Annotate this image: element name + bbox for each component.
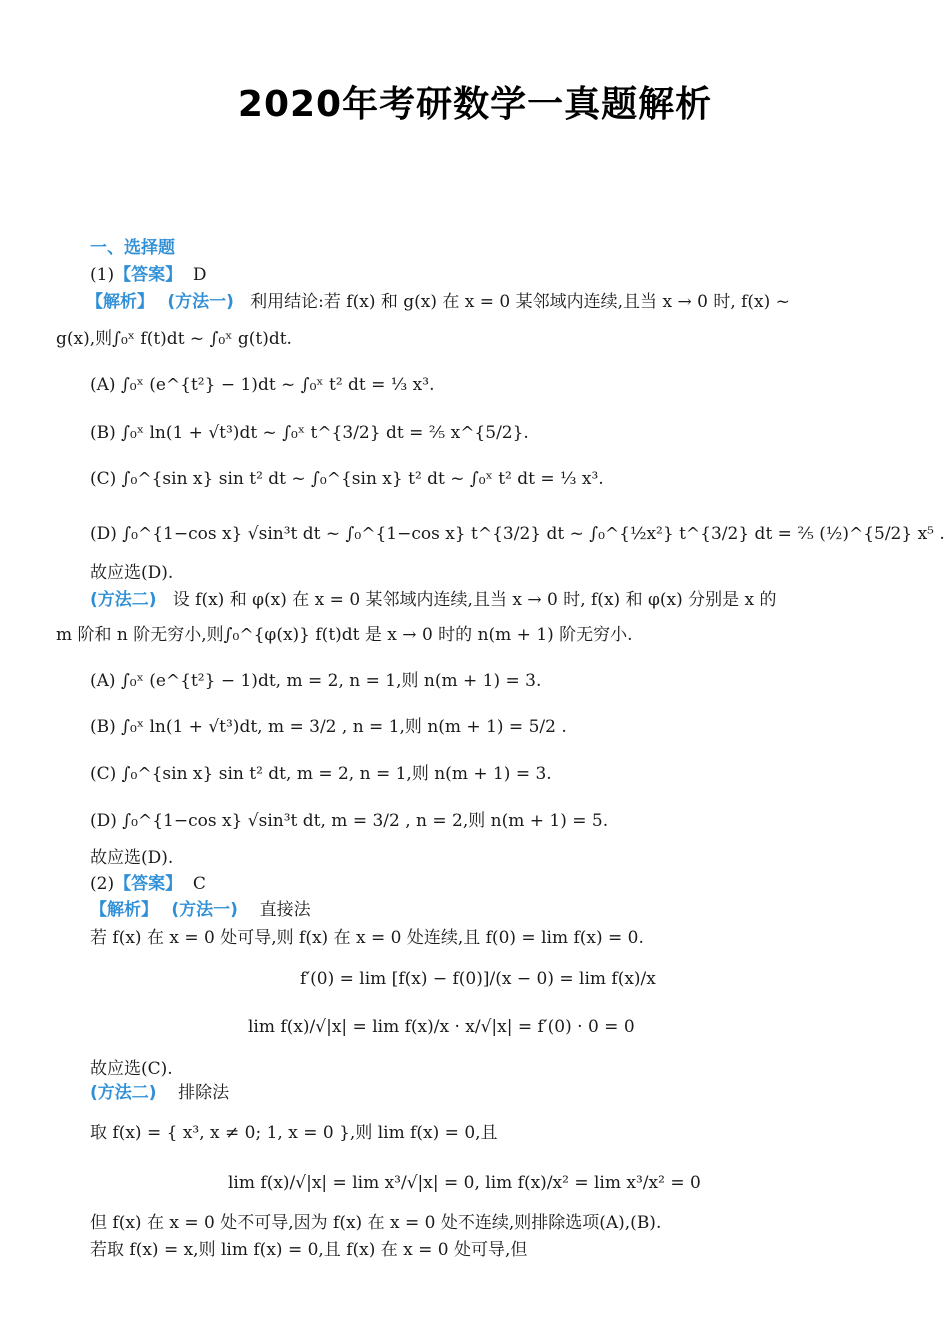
q2-line2: 取 f(x) = { x³, x ≠ 0; 1, x = 0 },则 lim f(x) = 0,且: [90, 1123, 498, 1143]
q1-m2-option-c: (C) ∫₀^{sin x} sin t² dt, m = 2, n = 1,则 n(m + 1) = 3.: [90, 764, 552, 784]
q1-m1-option-a: (A) ∫₀ˣ (e^{t²} − 1)dt ~ ∫₀ˣ t² dt = ⅓ x³.: [90, 375, 435, 395]
q2-number: (2): [90, 874, 115, 894]
q2-eq2: lim f(x)/√|x| = lim f(x)/x · x/√|x| = f′(0) · 0 = 0: [248, 1017, 635, 1037]
q2-choose-1: 故应选(C).: [90, 1059, 173, 1079]
q2-eq1: f′(0) = lim [f(x) − f(0)]/(x − 0) = lim f(x)/x: [300, 969, 656, 989]
method-name: 直接法: [259, 900, 311, 920]
method-tag: (方法一): [167, 292, 234, 312]
q1-method1-intro: [56, 291, 790, 313]
answer-tag: 【答案】: [114, 265, 183, 285]
q2-answer: C: [192, 874, 206, 894]
q1-choose-2: 故应选(D).: [90, 848, 174, 868]
method2-text-a: 设 f(x) 和 φ(x) 在 x = 0 某邻域内连续,且当 x → 0 时, f(x) 和 φ(x) 分别是 x 的: [172, 590, 777, 610]
q1-m2-option-d: (D) ∫₀^{1−cos x} √sin³t dt, m = 3/2 , n = 2,则 n(m + 1) = 5.: [90, 811, 609, 831]
method-tag: (方法一): [171, 900, 238, 920]
section-heading: 一、选择题: [90, 238, 175, 258]
q1-answer: D: [192, 265, 207, 285]
answer-tag: 【答案】: [114, 874, 183, 894]
q1-number: (1): [90, 265, 115, 285]
q2-line3: 但 f(x) 在 x = 0 处不可导,因为 f(x) 在 x = 0 处不连续,则排除选项(A),(B).: [90, 1213, 662, 1233]
method-name: 排除法: [178, 1083, 230, 1103]
q1-method1-intro-b: g(x),则∫₀ˣ f(t)dt ~ ∫₀ˣ g(t)dt.: [56, 329, 292, 349]
q1-m1-option-d: (D) ∫₀^{1−cos x} √sin³t dt ~ ∫₀^{1−cos x} t^{3/2} dt ~ ∫₀^{½x²} t^{3/2} dt = ⅖ (½)^{5/2} x⁵ .: [90, 524, 945, 544]
q2-eq3: lim f(x)/√|x| = lim x³/√|x| = 0, lim f(x)/x² = lim x³/x² = 0: [228, 1173, 701, 1193]
q1-method2-intro: [90, 589, 777, 611]
q2-line1: 若 f(x) 在 x = 0 处可导,则 f(x) 在 x = 0 处连续,且 f(0) = lim f(x) = 0.: [90, 928, 644, 948]
method1-text-a: 利用结论:若 f(x) 和 g(x) 在 x = 0 某邻域内连续,且当 x → 0 时, f(x) ~: [250, 292, 790, 312]
q1-m1-option-c: (C) ∫₀^{sin x} sin t² dt ~ ∫₀^{sin x} t² dt ~ ∫₀ˣ t² dt = ⅓ x³.: [90, 469, 604, 489]
q1-m1-option-b: (B) ∫₀ˣ ln(1 + √t³)dt ~ ∫₀ˣ t^{3/2} dt = ⅖ x^{5/2}.: [90, 423, 529, 443]
q2-line4: 若取 f(x) = x,则 lim f(x) = 0,且 f(x) 在 x = 0 处可导,但: [90, 1240, 528, 1260]
q1-m2-option-a: (A) ∫₀ˣ (e^{t²} − 1)dt, m = 2, n = 1,则 n(m + 1) = 3.: [90, 671, 542, 691]
q1-method2-intro-b: m 阶和 n 阶无穷小,则∫₀^{φ(x)} f(t)dt 是 x → 0 时的 n(m + 1) 阶无穷小.: [56, 625, 633, 645]
analysis-tag: 【解析】: [90, 900, 158, 920]
analysis-tag: 【解析】: [86, 292, 154, 312]
method-tag: (方法二): [90, 1083, 157, 1103]
q2-method1-header: [90, 899, 311, 921]
q1-answer-line: [90, 264, 207, 286]
page-title: 2020年考研数学一真题解析: [237, 84, 713, 125]
q1-m2-option-b: (B) ∫₀ˣ ln(1 + √t³)dt, m = 3/2 , n = 1,则 n(m + 1) = 5/2 .: [90, 717, 567, 737]
q2-method2-header: [90, 1082, 229, 1104]
q2-answer-line: [90, 873, 206, 895]
q1-choose-1: 故应选(D).: [90, 563, 174, 583]
method-tag: (方法二): [90, 590, 157, 610]
